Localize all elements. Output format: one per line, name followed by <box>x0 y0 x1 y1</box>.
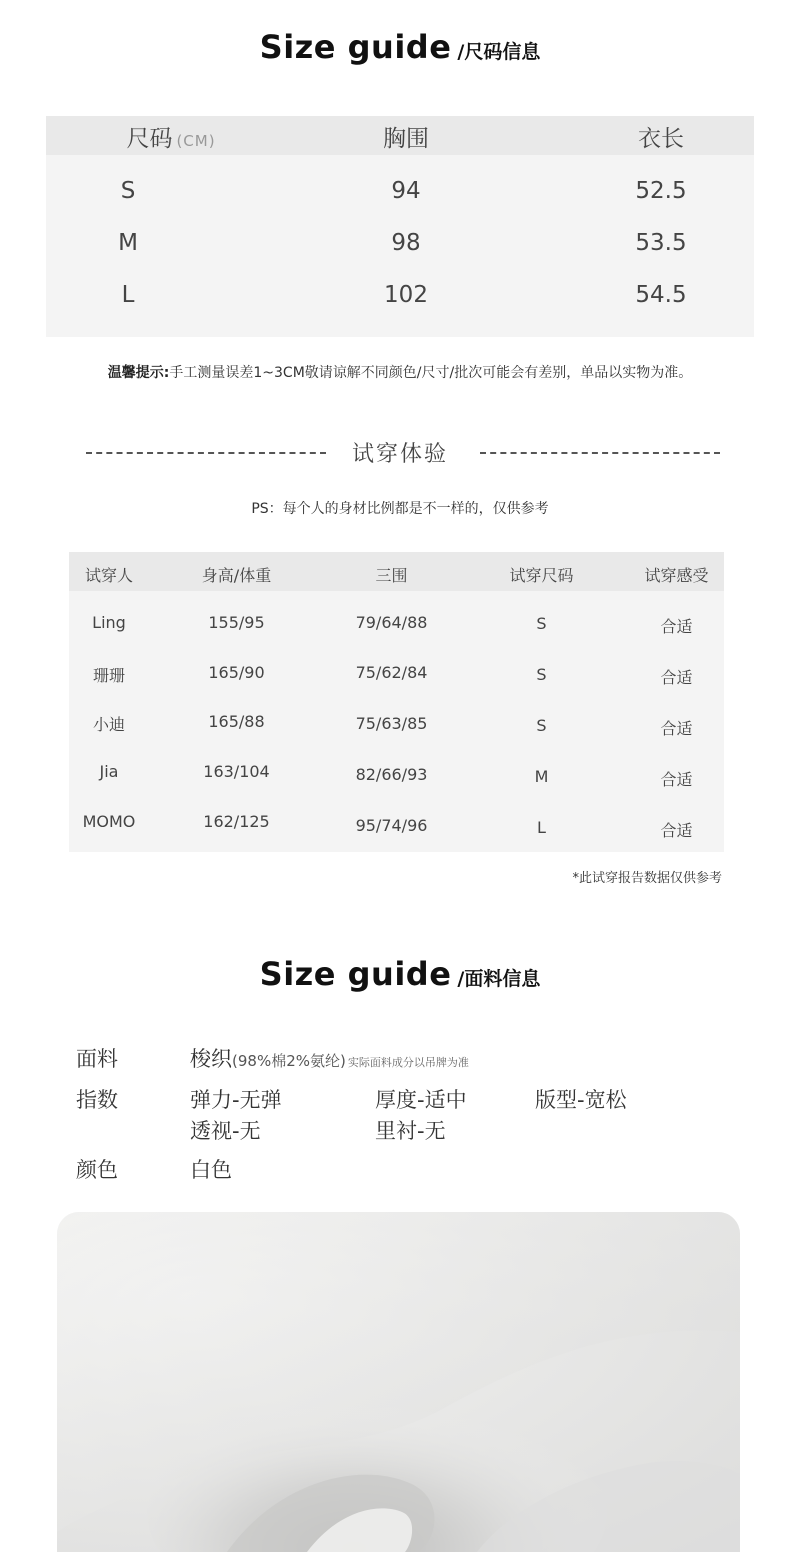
table-row-4-fit: 合适 <box>660 770 693 789</box>
size-row-3-chest: 102 <box>384 282 428 308</box>
divider-right <box>480 452 720 454</box>
table-row-4-meas: 82/66/93 <box>355 765 428 784</box>
table-row-3-hw: 165/88 <box>208 712 265 731</box>
table-row-2-fit: 合适 <box>660 668 693 687</box>
table-row-1-fit: 合适 <box>660 617 693 636</box>
size-guide-title-main: Size guide <box>259 28 452 66</box>
table-row-3-size: S <box>536 716 547 735</box>
size-row-3-size: L <box>121 282 135 308</box>
fabric-folds <box>57 1212 740 1552</box>
index-lining: 里衬-无 <box>375 1119 446 1143</box>
col-header-tester: 试穿人 <box>84 566 133 585</box>
table-row-3-tester: 小迪 <box>92 715 125 734</box>
col-header-size: 试穿尺码 <box>509 566 574 585</box>
table-row-4-size: M <box>534 767 549 786</box>
fabric-composition: (98%棉2%氨纶) <box>232 1052 346 1070</box>
chest-header: 胸围 <box>383 126 429 152</box>
size-row-2-size: M <box>118 230 138 256</box>
size-table <box>46 116 754 337</box>
unit-label: (CM) <box>176 132 216 150</box>
table-row-2-hw: 165/90 <box>208 663 265 682</box>
table-row-4-tester: Jia <box>99 762 119 781</box>
table-row-1-hw: 155/95 <box>208 613 265 632</box>
table-row-2-tester: 珊珊 <box>92 666 125 685</box>
fabric-guide-title <box>0 955 800 993</box>
fabric-guide-title-sub: /面料信息 <box>457 968 541 990</box>
table-row-3-fit: 合适 <box>660 719 693 738</box>
col-header-fit: 试穿感受 <box>644 566 709 585</box>
index-fit: 版型-宽松 <box>535 1088 627 1112</box>
table-row-1-size: S <box>536 614 547 633</box>
table-row-3-meas: 75/63/85 <box>355 714 428 733</box>
color-value: 白色 <box>190 1158 232 1182</box>
try-on-title: 试穿体验 <box>351 442 448 467</box>
index-elasticity: 弹力-无弹 <box>190 1088 282 1112</box>
fabric-value-line <box>190 1043 469 1073</box>
table-row-4-hw: 163/104 <box>203 762 270 781</box>
size-row-2-chest: 98 <box>391 230 421 256</box>
size-row-3-length: 54.5 <box>635 282 687 308</box>
size-header: 尺码 (CM) <box>126 126 216 152</box>
tip-text: 手工测量误差1~3CM敬请谅解不同颜色/尺寸/批次可能会有差别，单品以实物为准。 <box>169 365 693 381</box>
table-row-1-tester: Ling <box>92 613 126 632</box>
try-on-table <box>69 552 724 852</box>
fabric-guide-title-main: Size guide <box>259 955 452 993</box>
table-row-5-meas: 95/74/96 <box>355 816 428 835</box>
tip-label: 温馨提示: <box>107 365 170 381</box>
color-label: 颜色 <box>76 1158 118 1182</box>
col-header-measurements: 三围 <box>375 566 408 585</box>
index-label: 指数 <box>76 1088 118 1112</box>
col-header-height-weight: 身高/体重 <box>201 566 272 585</box>
table-row-1-meas: 79/64/88 <box>355 613 428 632</box>
table-row-5-tester: MOMO <box>82 812 136 831</box>
table-row-2-size: S <box>536 665 547 684</box>
fabric-value: 梭织 <box>190 1047 232 1071</box>
measurement-tip <box>0 362 800 382</box>
size-row-1-chest: 94 <box>391 178 421 204</box>
fabric-tag-note: 实际面料成分以吊牌为准 <box>347 1056 469 1069</box>
index-thickness: 厚度-适中 <box>375 1088 467 1112</box>
try-on-disclaimer: *此试穿报告数据仅供参考 <box>572 871 722 886</box>
size-row-1-length: 52.5 <box>635 178 687 204</box>
table-row-5-size: L <box>537 818 546 837</box>
table-row-2-meas: 75/62/84 <box>355 663 428 682</box>
length-header: 衣长 <box>638 126 684 152</box>
ps-note: PS：每个人的身材比例都是不一样的，仅供参考 <box>251 501 549 517</box>
fabric-closeup-image <box>57 1212 740 1552</box>
size-row-1-size: S <box>120 178 136 204</box>
table-row-5-hw: 162/125 <box>203 812 270 831</box>
table-row-5-fit: 合适 <box>660 821 693 840</box>
size-guide-title-sub: /尺码信息 <box>457 41 541 63</box>
index-transparency: 透视-无 <box>190 1119 261 1143</box>
fabric-label: 面料 <box>76 1047 118 1071</box>
size-guide-title <box>0 28 800 66</box>
size-row-2-length: 53.5 <box>635 230 687 256</box>
